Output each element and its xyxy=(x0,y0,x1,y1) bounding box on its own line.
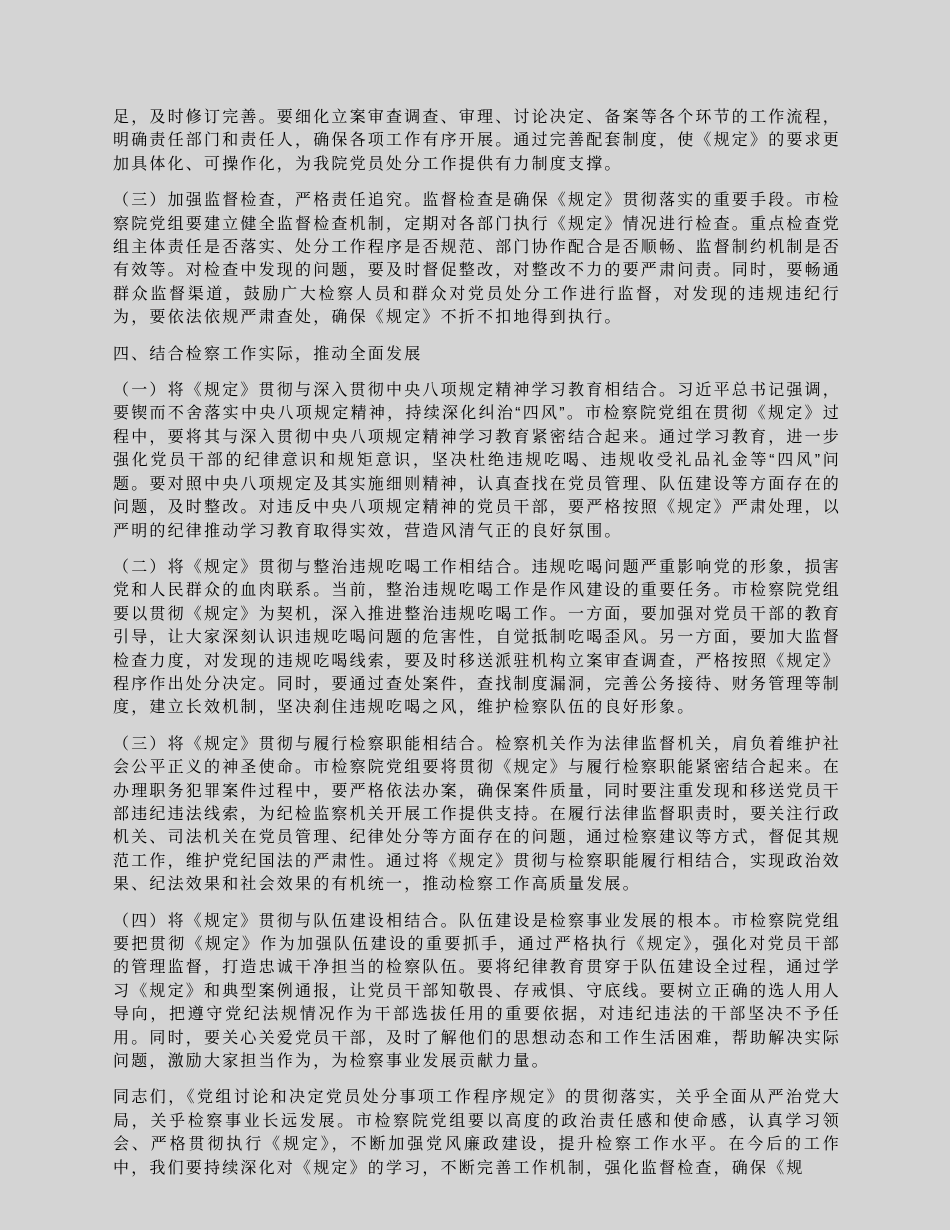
paragraph-supervision: （三）加强监督检查，严格责任追究。监督检查是确保《规定》贯彻落实的重要手段。市检察院党组要建立健全监督检查机制，定期对各部门执行《规定》情况进行检查。重点检查党组主体责任是否落实、处分工作程序是否规范、部门协作配合是否顺畅、监督制约机制是否有效等。对检查中发现的问题，要及时督促整改，对整改不力的要严肃问责。同时，要畅通群众监督渠道，鼓励广大检察人员和群众对党员处分工作进行监督，对发现的违规违纪行为，要依法依规严肃查处，确保《规定》不折不扣地得到执行。 xyxy=(113,192,842,327)
paragraph-item-3: （三）将《规定》贯彻与履行检察职能相结合。检察机关作为法律监督机关，肩负着维护社会公平正义的神圣使命。市检察院党组要将贯彻《规定》与履行检察职能紧密结合起来。在办理职务犯罪案件过程中，要严格依法办案，确保案件质量，同时要注重发现和移送党员干部违纪违法线索，为纪检监察机关开展工作提供支持。在履行法律监督职责时，要关注行政机关、司法机关在党员管理、纪律处分等方面存在的问题，通过检察建议等方式，督促其规范工作，维护党纪国法的严肃性。通过将《规定》贯彻与检察职能履行相结合，实现政治效果、纪法效果和社会效果的有机统一，推动检察工作高质量发展。 xyxy=(113,735,842,894)
paragraph-continuation: 足，及时修订完善。要细化立案审查调查、审理、讨论决定、备案等各个环节的工作流程，明确责任部门和责任人，确保各项工作有序开展。通过完善配套制度，使《规定》的要求更加具体化、可操作化，为我院党员处分工作提供有力制度支撑。 xyxy=(113,109,842,173)
paragraph-item-1: （一）将《规定》贯彻与深入贯彻中央八项规定精神学习教育相结合。习近平总书记强调，要锲而不舍落实中央八项规定精神，持续深化纠治“四风”。市检察院党组在贯彻《规定》过程中，要将其与深入贯彻中央八项规定精神学习教育紧密结合起来。通过学习教育，进一步强化党员干部的纪律意识和规矩意识，坚决杜绝违规吃喝、违规收受礼品礼金等“四风”问题。要对照中央八项规定及其实施细则精神，认真查找在党员管理、队伍建设等方面存在的问题，及时整改。对违反中央八项规定精神的党员干部，要严格按照《规定》严肃处理，以严明的纪律推动学习教育取得实效，营造风清气正的良好氛围。 xyxy=(113,382,842,540)
paragraph-closing: 同志们，《党组讨论和决定党员处分事项工作程序规定》的贯彻落实，关乎全面从严治党大局，关乎检察事业长远发展。市检察院党组要以高度的政治责任感和使命感，认真学习领会、严格贯彻执行《规定》，不断加强党风廉政建设，提升检察工作水平。在今后的工作中，我们要持续深化对《规定》的学习，不断完善工作机制，强化监督检查，确保《规 xyxy=(113,1089,841,1177)
section-heading: 四、结合检察工作实际，推动全面发展 xyxy=(113,345,423,363)
paragraph-item-2: （二）将《规定》贯彻与整治违规吃喝工作相结合。违规吃喝问题严重影响党的形象，损害党和人民群众的血肉联系。当前，整治违规吃喝工作是作风建设的重要任务。市检察院党组要以贯彻《规定》为契机，深入推进整治违规吃喝工作。一方面，要加强对党员干部的教育引导，让大家深刻认识违规吃喝问题的危害性，自觉抵制吃喝歪风。另一方面，要加大监督检查力度，对发现的违规吃喝线索，要及时移送派驻机构立案审查调查，严格按照《规定》程序作出处分决定。同时，要通过查处案件，查找制度漏洞，完善公务接待、财务管理等制度，建立长效机制，坚决刹住违规吃喝之风，维护检察队伍的良好形象。 xyxy=(113,558,842,717)
document-page xyxy=(113,106,841,1193)
paragraph-item-4: （四）将《规定》贯彻与队伍建设相结合。队伍建设是检察事业发展的根本。市检察院党组要把贯彻《规定》作为加强队伍建设的重要抓手，通过严格执行《规定》，强化对党员干部的管理监督，打造忠诚干净担当的检察队伍。要将纪律教育贯穿于队伍建设全过程，通过学习《规定》和典型案例通报，让党员干部知敬畏、存戒惧、守底线。要树立正确的选人用人导向，把遵守党纪法规情况作为干部选拔任用的重要依据，对违纪违法的干部坚决不予任用。同时，要关心关爱党员干部，及时了解他们的思想动态和工作生活困难，帮助解决实际问题，激励大家担当作为，为检察事业发展贡献力量。 xyxy=(113,912,842,1071)
